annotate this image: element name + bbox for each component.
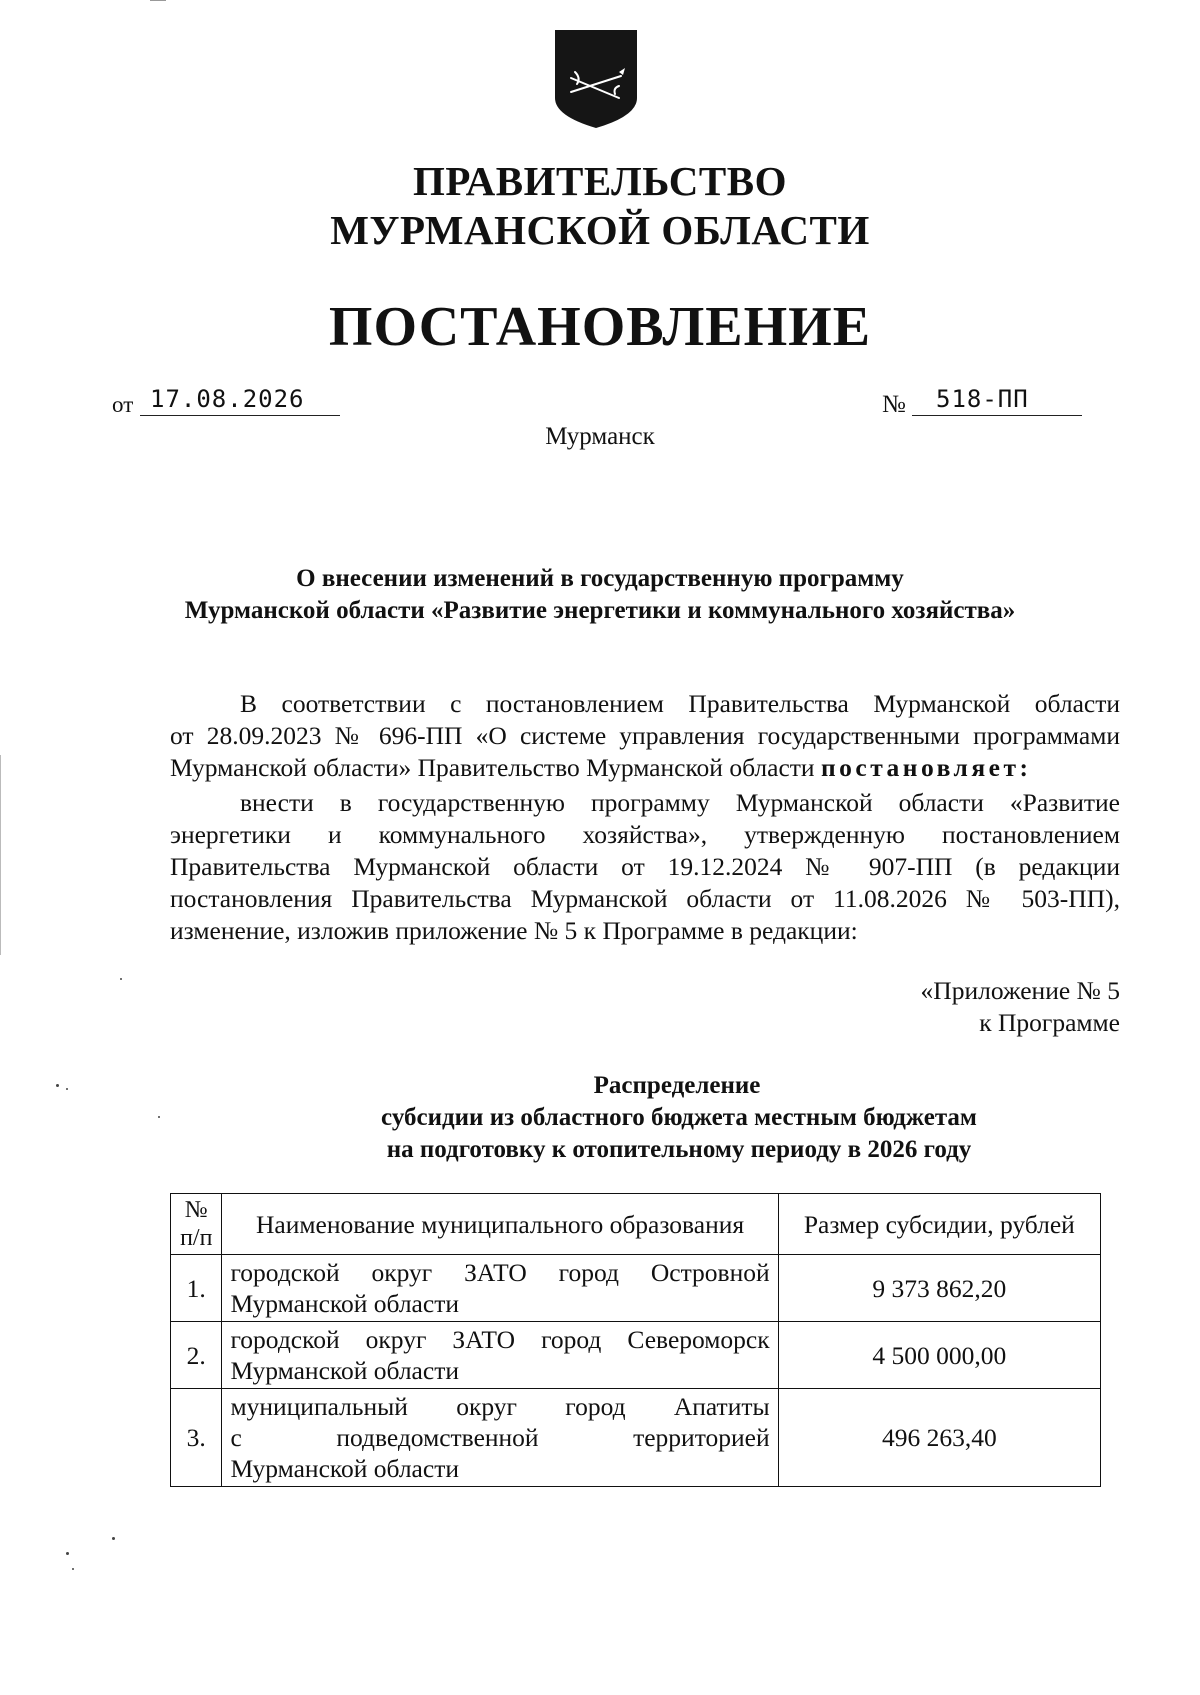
scan-speck [112,1537,115,1540]
document-type-title: ПОСТАНОВЛЕНИЕ [328,296,872,358]
operative-paragraph [170,787,1120,947]
date-prefix: от [112,392,134,417]
distribution-title-line-3: на подготовку к отопительному периоду в 2026 году [386,1136,972,1163]
number-prefix: № [882,391,906,418]
scan-speck [66,1552,69,1555]
scan-top-line [150,0,166,1]
municipality-name-line: городской округ ЗАТО город Североморск [230,1325,770,1354]
scan-speck [72,1568,74,1570]
appendix-line-1: «Приложение № 5 [920,976,1120,1005]
emblem-shield-icon [553,28,639,130]
header-number [171,1194,222,1255]
distribution-title-line-1: Распределение [593,1072,761,1099]
header-number-line-1: № [184,1197,208,1223]
municipality-name-line: Мурманской области [230,1289,459,1318]
preamble-line-text: Мурманской области» Правительство Мурманской области [170,753,815,782]
municipality-name [222,1389,778,1487]
table-row [171,1322,1101,1389]
row-number: 2. [171,1322,222,1389]
header-amount: Размер субсидии, рублей [778,1194,1100,1255]
subject-title-line-2: Мурманской области «Развитие энергетики и коммунального хозяйства» [184,597,1016,624]
subsidy-distribution-table [170,1193,1101,1487]
municipality-name-line: городской округ ЗАТО город Островной [230,1258,770,1287]
scan-speck [158,1116,160,1118]
decree-word: постановляет: [820,753,1032,782]
municipality-name-line: муниципальный округ город Апатиты [230,1392,770,1421]
preamble-paragraph [170,688,1120,784]
preamble-line [170,752,1120,784]
city-name: Мурманск [545,423,655,450]
subsidy-amount: 4 500 000,00 [778,1322,1100,1389]
operative-line: постановления Правительства Мурманской области от 11.08.2026 № 503-ПП), [170,884,1120,913]
number-underline [912,415,1082,416]
subject-title-line-1: О внесении изменений в государственную программу [296,565,904,592]
municipality-name [222,1322,778,1389]
municipality-name-line: с подведомственной территорией [230,1423,770,1452]
municipality-name-line: Мурманской области [230,1356,459,1385]
distribution-title-line-2: субсидии из областного бюджета местным бюджетам [381,1104,977,1131]
document-number: 518-ПП [936,385,1029,413]
scan-speck [120,978,122,980]
table-header-row [171,1194,1101,1255]
appendix-reference [700,975,1120,1039]
municipality-name-line: Мурманской области [230,1454,459,1483]
scan-speck [56,1084,59,1087]
municipality-name [222,1255,778,1322]
scan-edge-line [0,755,1,955]
table-row [171,1389,1101,1487]
operative-line: внести в государственную программу Мурманской области «Развитие [240,788,1120,817]
government-name-line-1: ПРАВИТЕЛЬСТВО [412,158,788,204]
subsidy-amount: 496 263,40 [778,1389,1100,1487]
preamble-line: от 28.09.2023 № 696-ПП «О системе управления государственными программами [170,721,1120,750]
header-number-line-2: п/п [180,1225,213,1251]
subsidy-amount: 9 373 862,20 [778,1255,1100,1322]
row-number: 1. [171,1255,222,1322]
coat-of-arms-emblem [553,28,639,130]
preamble-line: В соответствии с постановлением Правительства Мурманской области [240,689,1120,718]
date-underline [140,415,340,416]
scan-speck [66,1088,68,1090]
appendix-line-2: к Программе [979,1008,1120,1037]
header-name: Наименование муниципального образования [222,1194,778,1255]
operative-line: энергетики и коммунального хозяйства», утвержденную постановлением [170,820,1120,849]
operative-line: Правительства Мурманской области от 19.12.2024 № 907-ПП (в редакции [170,852,1120,881]
document-date: 17.08.2026 [150,385,305,413]
government-name-line-2: МУРМАНСКОЙ ОБЛАСТИ [330,207,870,253]
operative-line: изменение, изложив приложение № 5 к Программе в редакции: [170,916,858,945]
table-row [171,1255,1101,1322]
row-number: 3. [171,1389,222,1487]
